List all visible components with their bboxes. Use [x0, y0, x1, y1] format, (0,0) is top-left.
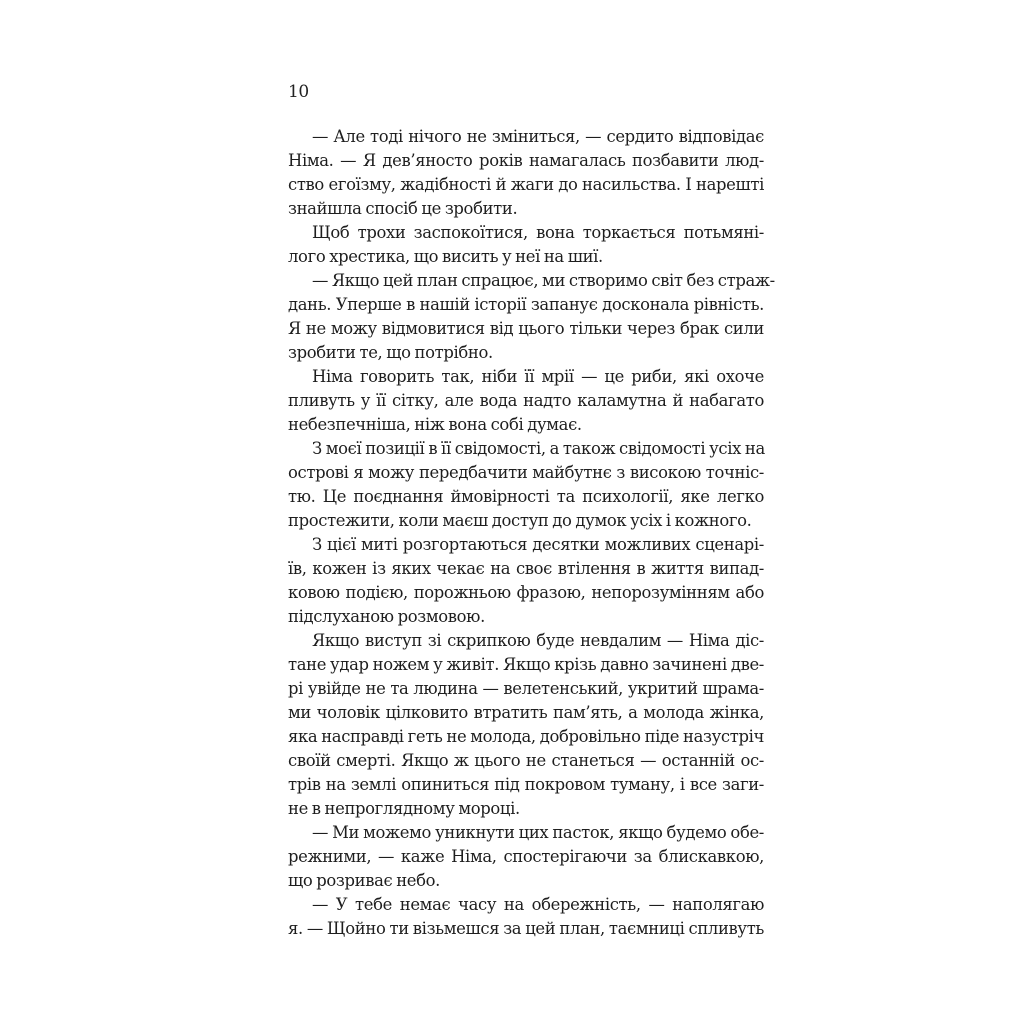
text-line: небезпечніша, ніж вона собі думає.	[288, 415, 582, 434]
text-line: своїй смерті. Якщо ж цього не станеться — останній ос-	[288, 751, 764, 770]
text-line: рі увійде не та людина — велетенський, укритий шрама-	[288, 679, 764, 698]
text-line: що розриває небо.	[288, 871, 441, 890]
text-line: тю. Це поєднання ймовірності та психології, яке легко	[288, 487, 764, 506]
text-line: лого хрестика, що висить у неї на шиї.	[288, 247, 603, 266]
text-line: зробити те, що потрібно.	[288, 343, 493, 362]
text-line: яка насправді геть не молода, добровільно піде назустріч	[288, 727, 764, 746]
text-line: — У тебе немає часу на обережність, — наполягаю	[312, 895, 764, 914]
text-line: З моєї позиції в її свідомості, а також свідомості усіх на	[312, 439, 765, 458]
text-line: простежити, коли маєш доступ до думок усіх і кожного.	[288, 511, 752, 530]
text-line: пливуть у її сітку, але вода надто каламутна й набагато	[288, 391, 764, 410]
text-line: З цієї миті розгортаються десятки можливих сценарі-	[312, 535, 764, 554]
text-line: не в непроглядному мороці.	[288, 799, 520, 818]
text-line: підслуханою розмовою.	[288, 607, 485, 626]
text-line: ми чоловік цілковито втратить пам’ять, а молода жінка,	[288, 703, 764, 722]
body-text	[288, 125, 775, 941]
text-line: ковою подією, порожньою фразою, непорозумінням або	[288, 583, 764, 602]
text-line: дань. Уперше в нашій історії запанує досконала рівність.	[288, 295, 764, 314]
text-line: Німа говорить так, ніби її мрії — це риби, які охоче	[312, 367, 764, 386]
text-line: я. — Щойно ти візьмешся за цей план, таємниці спливуть	[288, 919, 764, 938]
text-line: тане удар ножем у живіт. Якщо крізь давно зачинені две-	[288, 655, 764, 674]
text-line: Німа. — Я дев’яносто років намагалась позбавити люд-	[288, 151, 764, 170]
text-line: трів на землі опиниться під покровом туману, і все заги-	[288, 775, 764, 794]
text-line: — Якщо цей план спрацює, ми створимо світ без страж-	[312, 271, 775, 290]
page-number: 10	[288, 82, 309, 102]
text-line: ство егоїзму, жадібності й жаги до насильства. І нарешті	[288, 175, 764, 194]
text-line: — Ми можемо уникнути цих пасток, якщо будемо обе-	[312, 823, 764, 842]
text-line: Якщо виступ зі скрипкою буде невдалим — Німа діс-	[312, 631, 764, 650]
text-line: Щоб трохи заспокоїтися, вона торкається потьмяні-	[312, 223, 764, 242]
text-line: — Але тоді нічого не зміниться, — сердито відповідає	[312, 127, 764, 146]
text-line: Я не можу відмовитися від цього тільки через брак сили	[288, 319, 764, 338]
text-line: режними, — каже Німа, спостерігаючи за блискавкою,	[288, 847, 764, 866]
text-line: їв, кожен із яких чекає на своє втілення в життя випад-	[288, 559, 764, 578]
text-line: острові я можу передбачити майбутнє з високою точніс-	[288, 463, 764, 482]
text-line: знайшла спосіб це зробити.	[288, 199, 518, 218]
